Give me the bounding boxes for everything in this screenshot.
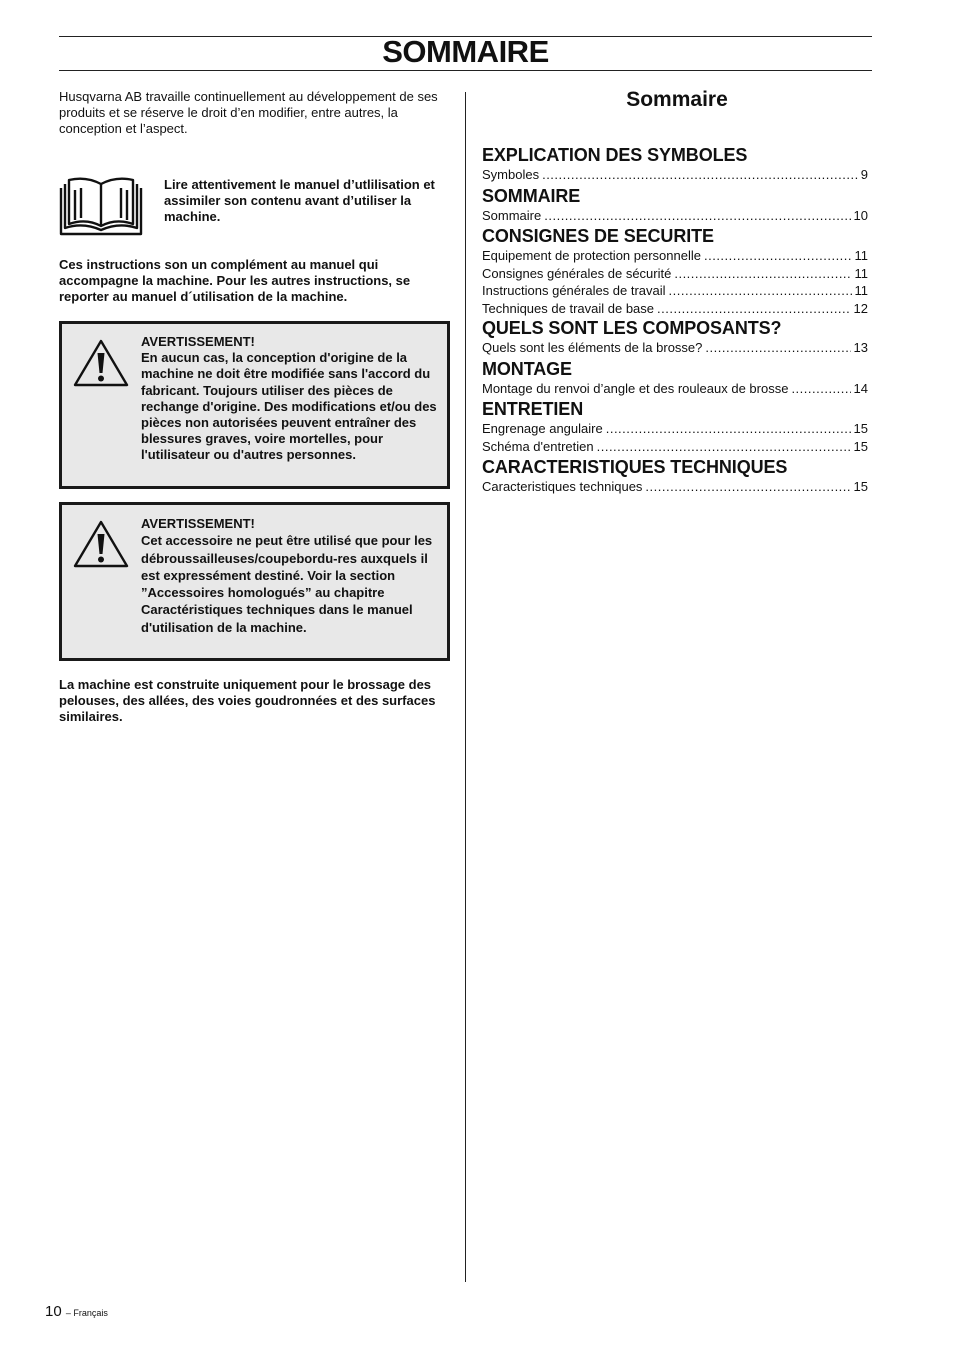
toc-entry[interactable]: Montage du renvoi d’angle et des rouleaux de brosse ..... 14: [482, 380, 868, 398]
page-number: 10: [45, 1303, 62, 1320]
warning-triangle-icon: [73, 519, 129, 569]
warning-triangle-icon: [73, 338, 129, 388]
warning-text-1: [141, 334, 443, 464]
toc-section-title: CARACTERISTIQUES TECHNIQUES: [482, 457, 788, 477]
footer-language: – Français: [65, 1308, 108, 1318]
toc-section-sommaire: [482, 185, 868, 225]
toc-entry[interactable]: Engrenage angulaire ..... 15: [482, 420, 868, 438]
toc-entry[interactable]: Quels sont les éléments de la brosse? ..... 13: [482, 339, 868, 357]
column-divider: [465, 92, 466, 1282]
toc-section-symboles: [482, 144, 868, 184]
toc-section-title: ENTRETIEN: [482, 399, 584, 419]
title-rule-bottom: [59, 70, 872, 71]
warning-body-2: Cet accessoire ne peut être utilisé que pour les débroussailleuses/coupebordu-res auxquels il est expressément destiné. Voir la section ”Accessoires homologués” au chapitre Caractéristiques techniques dans le manuel d'utilisation de la machine.: [141, 533, 433, 635]
usage-paragraph: La machine est construite uniquement pour le brossage des pelouses, des allées, des voies goudronnées et des surfaces similaires.: [59, 677, 436, 724]
warning-box-1: [59, 321, 450, 489]
book-icon: [59, 176, 143, 236]
toc-entry[interactable]: Schéma d'entretien ..... 15: [482, 438, 868, 456]
toc-section-caracteristiques: [482, 456, 868, 496]
toc-section-montage: [482, 358, 868, 398]
complement-paragraph: Ces instructions son un complément au manuel qui accompagne la machine. Pour les autres instructions, se reporter au manuel d´utilisation de la machine.: [59, 257, 411, 304]
warning-text-2: [141, 515, 443, 636]
toc-entry[interactable]: Equipement de protection personnelle ..... 11: [482, 247, 868, 265]
warning-heading-1: AVERTISSEMENT!: [141, 334, 255, 349]
toc-section-title: CONSIGNES DE SECURITE: [482, 226, 714, 246]
toc-entry[interactable]: Caracteristiques techniques ..... 15: [482, 478, 868, 496]
toc-entry[interactable]: Instructions générales de travail ..... 11: [482, 282, 868, 300]
warning-heading-2: AVERTISSEMENT!: [141, 516, 255, 531]
toc-entry[interactable]: Symboles ..... 9: [482, 166, 868, 184]
intro-paragraph: Husqvarna AB travaille continuellement au développement de ses produits et se réserve le droit d’en modifier, entre autres, la conception et l’aspect.: [59, 89, 438, 136]
toc-entry[interactable]: Sommaire ..... 10: [482, 207, 868, 225]
book-note: [59, 176, 451, 238]
toc-section-entretien: [482, 398, 868, 455]
page-title: SOMMAIRE: [382, 34, 549, 69]
toc-section-title: MONTAGE: [482, 359, 572, 379]
toc-entry[interactable]: Techniques de travail de base ..... 12: [482, 300, 868, 318]
toc-section-title: SOMMAIRE: [482, 186, 581, 206]
toc-entry[interactable]: Consignes générales de sécurité ..... 11: [482, 265, 868, 283]
book-note-text: Lire attentivement le manuel d’utlilisation et assimiler son contenu avant d’utiliser la machine.: [164, 177, 435, 224]
toc-section-composants: [482, 317, 868, 357]
toc-heading: Sommaire: [626, 88, 728, 111]
toc-section-title: EXPLICATION DES SYMBOLES: [482, 145, 748, 165]
toc-section-securite: [482, 225, 868, 317]
page-footer: [45, 1303, 108, 1322]
warning-box-2: [59, 502, 450, 661]
warning-body-1: En aucun cas, la conception d'origine de la machine ne doit être modifiée sans l'accord du fabricant. Toujours utiliser des pièces de rechange d'origine. Des modifications et/ou des pièces non autorisées peuvent entraîner des blessures graves, voire mortelles, pour l'utilisateur ou d'autres personnes.: [141, 350, 437, 463]
toc-section-title: QUELS SONT LES COMPOSANTS?: [482, 318, 782, 338]
